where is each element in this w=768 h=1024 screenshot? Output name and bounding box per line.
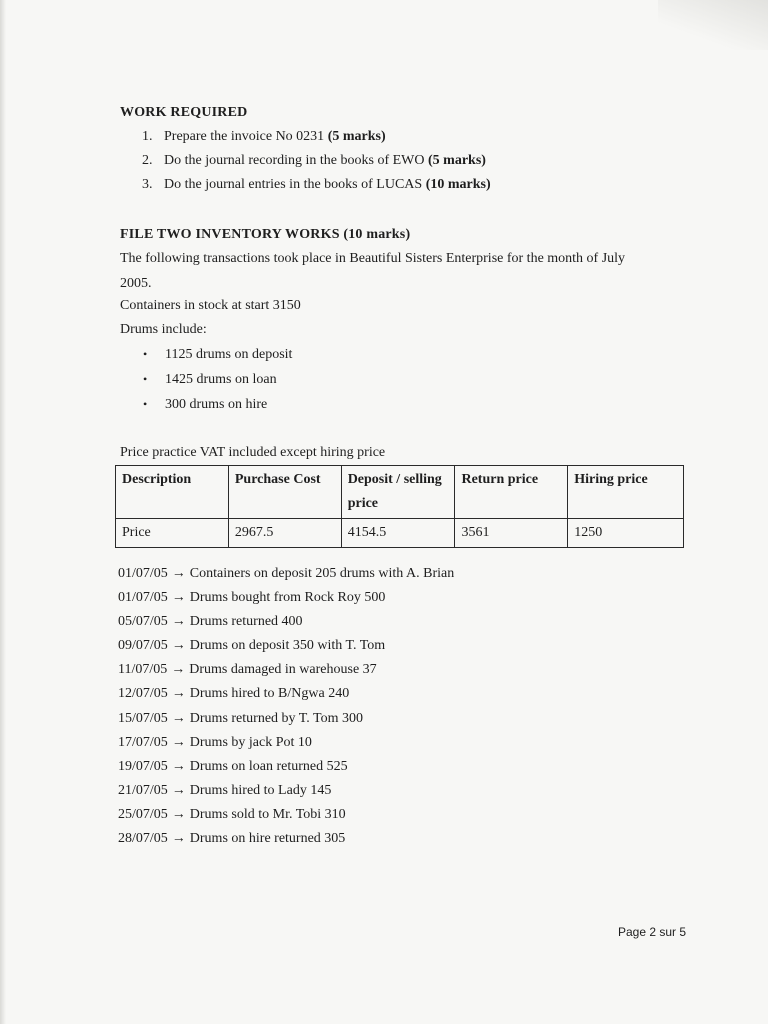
bullet-item	[143, 347, 292, 363]
transaction-line	[118, 807, 346, 823]
arrow-icon: →	[171, 759, 186, 774]
intro-line-1: The following transactions took place in Beautiful Sisters Enterprise for the month of July	[120, 251, 626, 266]
intro-paragraph	[120, 246, 684, 296]
scan-corner-shade	[658, 0, 768, 50]
work-item-3	[142, 177, 491, 193]
work-item-number: 1.	[142, 129, 153, 144]
transaction-date: 28/07/05	[118, 831, 168, 846]
transaction-line	[118, 614, 303, 630]
bullet-text: 300 drums on hire	[165, 397, 268, 412]
arrow-icon: →	[171, 807, 186, 822]
work-item-marks: (10 marks)	[425, 177, 491, 192]
transaction-text: Containers on deposit 205 drums with A. Brian	[189, 566, 455, 581]
arrow-icon: →	[171, 711, 186, 726]
arrow-icon: →	[171, 686, 186, 701]
containers-in-stock: Containers in stock at start 3150	[120, 298, 301, 313]
file-two-heading: FILE TWO INVENTORY WORKS (10 marks)	[120, 227, 411, 242]
transaction-date: 09/07/05	[118, 638, 168, 653]
table-header-cell: Purchase Cost	[228, 466, 341, 519]
transaction-text: Drums on loan returned 525	[189, 759, 348, 774]
transaction-date: 05/07/05	[118, 614, 168, 629]
transaction-line	[118, 711, 363, 727]
work-item-marks: (5 marks)	[428, 153, 486, 168]
transaction-line	[118, 831, 345, 847]
work-item-text: Do the journal recording in the books of EWO	[164, 153, 428, 168]
transaction-line	[118, 566, 454, 582]
arrow-icon: →	[171, 735, 186, 750]
transaction-text: Drums returned by T. Tom 300	[189, 711, 364, 726]
work-item-number: 2.	[142, 153, 153, 168]
arrow-icon: →	[171, 783, 186, 798]
drums-include-label: Drums include:	[120, 322, 207, 337]
arrow-icon: →	[171, 614, 186, 629]
transaction-text: Drums hired to Lady 145	[189, 783, 332, 798]
arrow-icon: →	[171, 566, 186, 581]
arrow-icon: →	[171, 831, 186, 846]
transaction-date: 11/07/05	[118, 662, 168, 677]
table-cell: Price	[116, 519, 229, 548]
price-practice-note: Price practice VAT included except hiring price	[120, 445, 386, 460]
transaction-text: Drums on hire returned 305	[189, 831, 346, 846]
transaction-line	[118, 686, 349, 702]
transaction-text: Drums hired to B/Ngwa 240	[189, 686, 350, 701]
scan-edge-shadow	[0, 0, 6, 1024]
table-header-cell: Hiring price	[568, 466, 684, 519]
work-required-heading: WORK REQUIRED	[120, 105, 248, 120]
intro-line-2: 2005.	[120, 276, 152, 291]
transaction-date: 15/07/05	[118, 711, 168, 726]
arrow-icon: →	[171, 662, 186, 677]
work-item-number: 3.	[142, 177, 153, 192]
arrow-icon: →	[171, 590, 186, 605]
work-item-marks: (5 marks)	[327, 129, 386, 144]
table-cell: 4154.5	[341, 519, 455, 548]
transaction-line	[118, 638, 385, 654]
transaction-text: Drums returned 400	[189, 614, 303, 629]
arrow-icon: →	[171, 638, 186, 653]
bullet-item	[143, 397, 267, 413]
transaction-line	[118, 662, 377, 678]
transaction-text: Drums on deposit 350 with T. Tom	[189, 638, 386, 653]
work-item-text: Prepare the invoice No 0231	[164, 129, 328, 144]
bullet-dot: •	[143, 347, 148, 361]
transaction-line	[118, 783, 331, 799]
transaction-date: 17/07/05	[118, 735, 168, 750]
transaction-date: 12/07/05	[118, 686, 168, 701]
transaction-date: 19/07/05	[118, 759, 168, 774]
table-row	[116, 519, 684, 548]
transaction-date: 21/07/05	[118, 783, 168, 798]
transaction-date: 01/07/05	[118, 566, 168, 581]
transaction-text: Drums sold to Mr. Tobi 310	[189, 807, 346, 822]
transaction-text: Drums damaged in warehouse 37	[189, 662, 377, 677]
table-header-cell: Deposit / selling price	[341, 466, 455, 519]
bullet-dot: •	[143, 372, 148, 386]
table-header-cell: Return price	[455, 466, 568, 519]
transaction-date: 01/07/05	[118, 590, 168, 605]
table-cell: 3561	[455, 519, 568, 548]
transaction-line	[118, 759, 348, 775]
bullet-text: 1425 drums on loan	[165, 372, 277, 387]
work-item-2	[142, 153, 486, 169]
bullet-text: 1125 drums on deposit	[165, 347, 293, 362]
table-header-cell: Description	[116, 466, 229, 519]
work-item-1	[142, 129, 386, 145]
transaction-text: Drums bought from Rock Roy 500	[189, 590, 386, 605]
table-header-row	[116, 466, 684, 519]
transaction-line	[118, 590, 385, 606]
table-cell: 2967.5	[228, 519, 341, 548]
price-table	[115, 465, 684, 548]
table-cell: 1250	[568, 519, 684, 548]
transaction-text: Drums by jack Pot 10	[189, 735, 312, 750]
work-item-text: Do the journal entries in the books of LUCAS	[164, 177, 426, 192]
bullet-dot: •	[143, 397, 148, 411]
transaction-line	[118, 735, 312, 751]
page-number: Page 2 sur 5	[618, 925, 687, 939]
bullet-item	[143, 372, 277, 388]
transaction-date: 25/07/05	[118, 807, 168, 822]
